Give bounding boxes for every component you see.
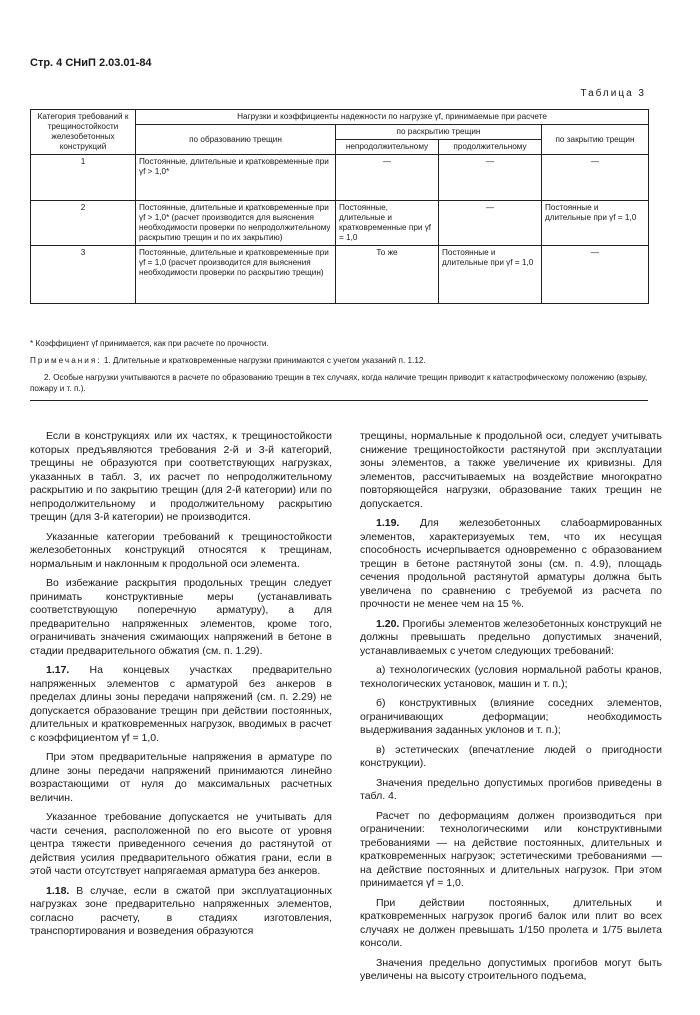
right-column: [360, 430, 662, 990]
cell-formation: Постоянные, длительные и кратковременные при γf > 1,0* (расчет производится для выяснения необходимости проверки по непродолжительному раскрытию трещин и по их закрытию): [136, 201, 336, 246]
cell-category: 2: [31, 201, 136, 246]
divider: [30, 400, 648, 401]
notes-label: Примечания:: [30, 356, 102, 365]
clause-text: В случае, если в сжатой при эксплуатационных нагрузках зоне предварительно напряженных элементов, согласно расчету, в стадиях изготовления, транспортирования и возведения образуются: [30, 884, 332, 937]
cell-long: —: [439, 201, 542, 246]
clause-text: Для железобетонных слабоармированных элементов, характеризуемых тем, что их несущая способность исчерпывается одновременно с образованием трещин в бетоне растянутой зоны (см. п. 4.9), площадь сечения продольной растянутой арматуры должна быть увеличена по сравнению с требуемой из расчета по прочности не менее чем на 15 %.: [360, 517, 662, 610]
paragraph: Во избежание раскрытия продольных трещин следует принимать конструктивные меры (устанавливать соответствующую поперечную арматуру), а для предварительно напряженных элементов, кроме того, ограничивать значения сжимающих напряжений в бетоне в стадии предварительного обжатия (см. п. 1.29).: [30, 577, 332, 657]
cell-closing: —: [542, 246, 649, 304]
clause-number: 1.18.: [46, 884, 70, 897]
footnote: * Коэффициент γf принимается, как при расчете по прочности.: [30, 339, 269, 348]
clause-text: Прогибы элементов железобетонных конструкций не должны превышать предельно допустимых значений, устанавливаемых с учетом следующих требований:: [360, 617, 662, 657]
paragraph: в) эстетических (впечатление людей о пригодности конструкции).: [360, 743, 662, 769]
page-header: Стр. 4 СНиП 2.03.01-84: [30, 57, 152, 69]
cell-formation: Постоянные, длительные и кратковременные при γf = 1,0 (расчет производится для выяснения необходимости проверки по раскрытию трещин): [136, 246, 336, 304]
paragraph: Если в конструкциях или их частях, к трещиностойкости которых предъявляются требования 2-й и 3-й категорий, трещины не образуются при соответствующих нагрузках, указанных в табл. 3, их расчет по непродолжительному раскрытию и по закрытию трещин (для 2-й категории) или по непродолжительному и продолжительному раскрытию трещин (для 3-й категории) не производится.: [30, 430, 332, 523]
table-title: Таблица 3: [580, 88, 646, 99]
paragraph: Указанное требование допускается не учитывать для части сечения, расположенной по его высоте от уровня центра тяжести приведенного сечения до растянутой от действия усилия предварительного обжатия грани, если в этой части отсутствует напрягаемая арматура без анкеров.: [30, 811, 332, 877]
paragraph: б) конструктивных (влияние соседних элементов, ограничивающих деформации; необходимость выдерживания заданных уклонов и т. п.);: [360, 697, 662, 736]
cell-nonlong: —: [336, 155, 439, 201]
note-2: 2. Особые нагрузки учитываются в расчете по образованию трещин в тех случаях, когда наличие трещин приводит к катастрофическому положению (взрыву, пожару и т. п.).: [30, 373, 648, 393]
paragraph: Значения предельно допустимых прогибов могут быть увеличены на высоту строительного подъема,: [360, 956, 662, 982]
cell-category: 3: [31, 246, 136, 304]
paragraph: а) технологических (условия нормальной работы кранов, технологических установок, машин и т. п.);: [360, 664, 662, 690]
paragraph: При этом предварительные напряжения в арматуре по длине зоны передачи напряжений принимаются линейно возрастающими от нуля до максимальных расчетных величин.: [30, 751, 332, 804]
note-1-text: 1. Длительные и кратковременные нагрузки принимаются с учетом указаний п. 1.12.: [103, 356, 426, 365]
cell-long: Постоянные и длительные при γf = 1,0: [439, 246, 542, 304]
table-notes: [30, 338, 648, 400]
paragraph: трещины, нормальные к продольной оси, следует учитывать снижение трещиностойкости растянутой при эксплуатации зоны элементов, а также увеличение их кривизны. Для элементов, рассчитываемых на воздействие многократно повторяющейся нагрузки, образование таких трещин не допускается.: [360, 430, 662, 510]
table-3: [30, 109, 649, 304]
cell-formation: Постоянные, длительные и кратковременные при γf > 1,0*: [136, 155, 336, 201]
note-1: [30, 355, 648, 366]
paragraph-1-18: [30, 885, 332, 939]
paragraph-1-20: [360, 618, 662, 659]
paragraph-1-17: [30, 664, 332, 745]
cell-closing: Постоянные и длительные при γf = 1,0: [542, 201, 649, 246]
header-category: Категория требований к трещиностойкости железобетонных конструкций: [31, 110, 136, 155]
clause-number: 1.20.: [376, 617, 400, 630]
paragraph-1-19: [360, 517, 662, 612]
paragraph: Указанные категории требований к трещиностойкости железобетонных конструкций относятся к трещинам, нормальным и наклонным к продольной оси элемента.: [30, 530, 332, 570]
header-long: продолжительному: [439, 140, 542, 155]
table-row: [31, 155, 649, 201]
cell-long: —: [439, 155, 542, 201]
paragraph: Значения предельно допустимых прогибов приведены в табл. 4.: [360, 776, 662, 802]
table-row: [31, 246, 649, 304]
table-row: [31, 201, 649, 246]
cell-category: 1: [31, 155, 136, 201]
clause-text: На концевых участках предварительно напряженных элементов с арматурой без анкеров в пределах длины зоны передачи напряжений (см. п. 2.29) не допускается образование трещин при действии постоянных, длительных и кратковременных нагрузок, вводимых в расчет с коэффициентом γf = 1,0.: [30, 664, 332, 744]
paragraph: Расчет по деформациям должен производиться при ограничении: технологическими или конструктивными требованиями — на действие постоянных, длительных и кратковременных нагрузок; эстетическими требованиями — на действие постоянных и длительных нагрузок. При этом принимается γf = 1,0.: [360, 809, 662, 889]
left-column: [30, 430, 332, 945]
clause-number: 1.17.: [46, 664, 70, 676]
header-formation: по образованию трещин: [136, 125, 336, 155]
paragraph: При действии постоянных, длительных и кратковременных нагрузок прогиб балок или плит во всех случаях не должен превышать 1/150 пролета и 1/75 вылета консоли.: [360, 896, 662, 949]
header-loads: Нагрузки и коэффициенты надежности по нагрузке γf, принимаемые при расчете: [136, 110, 649, 125]
cell-closing: —: [542, 155, 649, 201]
header-opening: по раскрытию трещин: [336, 125, 542, 140]
cell-nonlong: Постоянные, длительные и кратковременные при γf = 1,0: [336, 201, 439, 246]
cell-nonlong: То же: [336, 246, 439, 304]
header-closing: по закрытию трещин: [542, 125, 649, 155]
clause-number: 1.19.: [376, 517, 400, 529]
header-nonlong: непродолжительному: [336, 140, 439, 155]
